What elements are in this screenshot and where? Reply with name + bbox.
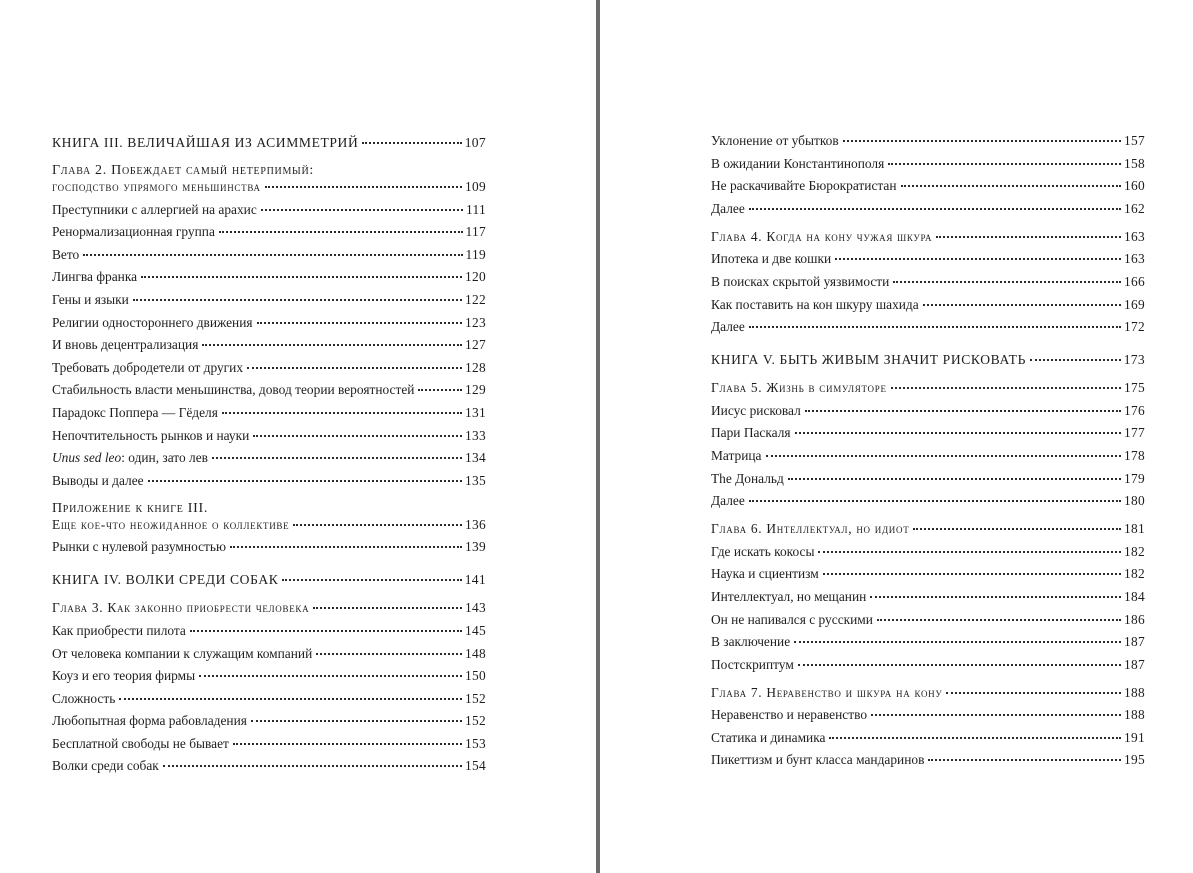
- toc-title: Рынки с нулевой разумностью: [52, 539, 226, 555]
- toc-title: Стабильность власти меньшинства, довод теории вероятностей: [52, 382, 415, 398]
- toc-page-number: 173: [1123, 352, 1145, 368]
- dot-leader: [923, 304, 1121, 306]
- dot-leader: [870, 596, 1121, 598]
- toc-page-number: 191: [1124, 729, 1145, 745]
- toc-page-number: 184: [1124, 588, 1145, 604]
- toc-title-rest: : один, зато лев: [121, 450, 208, 466]
- dot-leader: [749, 500, 1121, 502]
- toc-chapter-row: [52, 179, 486, 195]
- dot-leader: [313, 607, 462, 609]
- toc-page-number: 139: [465, 539, 486, 555]
- toc-title: КНИГА III. ВЕЛИЧАЙШАЯ ИЗ АСИММЕТРИЙ: [52, 135, 359, 150]
- toc-title: Наука и сциентизм: [711, 566, 819, 582]
- toc-entry-row: [52, 337, 486, 353]
- toc-entry-row: [52, 269, 486, 285]
- chapter-heading-line: Глава 2. Побеждает самый нетерпимый:: [52, 163, 314, 178]
- toc-title: Далее: [711, 200, 745, 216]
- toc-title: Глава 6. Интеллектуал, но идиот: [711, 521, 910, 537]
- dot-leader: [749, 208, 1121, 210]
- toc-page-number: 143: [465, 600, 486, 616]
- dot-leader: [257, 322, 462, 324]
- dot-leader: [253, 435, 462, 437]
- toc-book-row: [52, 572, 486, 588]
- dot-leader: [818, 551, 1121, 553]
- dot-leader: [148, 480, 462, 482]
- toc-title: Глава 4. Когда на кону чужая шкура: [711, 228, 933, 244]
- toc-page-number: 141: [464, 572, 486, 588]
- toc-entry-row: [52, 691, 486, 707]
- toc-entry-row: [711, 297, 1145, 313]
- toc-left: [52, 133, 486, 774]
- dot-leader: [202, 344, 462, 346]
- toc-page-number: 129: [465, 382, 486, 398]
- toc-title: Как приобрести пилота: [52, 622, 186, 638]
- toc-page-number: 182: [1124, 543, 1145, 559]
- toc-right: [711, 133, 1145, 768]
- toc-entry-row: [711, 156, 1145, 172]
- toc-page-number: 163: [1124, 251, 1145, 267]
- dot-leader: [247, 367, 462, 369]
- toc-title: КНИГА V. БЫТЬ ЖИВЫМ ЗНАЧИТ РИСКОВАТЬ: [711, 352, 1026, 368]
- toc-title: [52, 450, 208, 466]
- toc-page-number: 169: [1124, 296, 1145, 312]
- toc-title-italic: Unus sed leo: [52, 450, 122, 466]
- dot-leader: [212, 457, 462, 459]
- dot-leader: [362, 142, 461, 144]
- toc-page-number: 172: [1124, 319, 1145, 335]
- toc-page-number: 176: [1124, 402, 1145, 418]
- toc-page-number: 107: [464, 135, 486, 150]
- dot-leader: [835, 258, 1121, 260]
- toc-title: Преступники с аллергией на арахис: [52, 201, 257, 217]
- toc-page-number: 163: [1124, 228, 1145, 244]
- toc-entry-row: [52, 428, 486, 444]
- toc-title: Уклонение от убытков: [711, 133, 839, 148]
- toc-title: Религии одностороннего движения: [52, 314, 253, 330]
- toc-entry-row: [711, 493, 1145, 509]
- toc-title: Не раскачивайте Бюрократистан: [711, 178, 897, 194]
- dot-leader: [282, 579, 461, 581]
- toc-title: Иисус рисковал: [711, 402, 801, 418]
- dot-leader: [805, 410, 1121, 412]
- toc-title: Где искать кокосы: [711, 543, 815, 559]
- toc-title: Матрица: [711, 447, 762, 463]
- dot-leader: [133, 299, 462, 301]
- toc-page-number: 188: [1124, 684, 1145, 700]
- toc-title: От человека компании к служащим компаний: [52, 645, 313, 661]
- dot-leader: [141, 276, 462, 278]
- dot-leader: [788, 478, 1121, 480]
- toc-page-number: 119: [465, 246, 486, 262]
- toc-title: Сложность: [52, 690, 116, 706]
- toc-entry-row: [711, 319, 1145, 335]
- toc-title: Любопытная форма рабовладения: [52, 713, 247, 729]
- toc-page-number: 152: [465, 690, 486, 706]
- toc-page-number: 122: [465, 291, 486, 307]
- toc-title: Вето: [52, 246, 80, 262]
- toc-page-number: 158: [1124, 155, 1145, 171]
- dot-leader: [316, 653, 462, 655]
- toc-entry-row: [711, 471, 1145, 487]
- toc-entry-row: [711, 544, 1145, 560]
- toc-title: Глава 7. Неравенство и шкура на кону: [711, 684, 943, 700]
- toc-page-number: 152: [465, 713, 486, 729]
- toc-title: В ожидании Константинополя: [711, 155, 885, 171]
- dot-leader: [843, 140, 1121, 142]
- toc-entry-row: [711, 752, 1145, 768]
- toc-page-number: 178: [1124, 447, 1145, 463]
- toc-title: Неравенство и неравенство: [711, 707, 868, 723]
- toc-entry-row: [52, 539, 486, 555]
- dot-leader: [794, 641, 1121, 643]
- toc-page-number: 186: [1124, 611, 1145, 627]
- toc-page-number: 120: [465, 269, 486, 285]
- dot-leader: [230, 546, 462, 548]
- toc-page-number: 181: [1124, 521, 1145, 537]
- dot-leader: [1030, 359, 1121, 361]
- toc-title: Далее: [711, 493, 745, 509]
- dot-leader: [766, 455, 1122, 457]
- toc-page-number: 145: [465, 622, 486, 638]
- toc-page-number: 195: [1124, 752, 1145, 768]
- toc-title: Статика и динамика: [711, 729, 826, 745]
- chapter-heading-line: Приложение к книге III.: [52, 500, 209, 516]
- chapter-heading: [52, 163, 486, 195]
- toc-entry-row: [711, 730, 1145, 746]
- toc-title: Постскриптум: [711, 656, 794, 672]
- toc-title: Гены и языки: [52, 291, 129, 307]
- dot-leader: [913, 528, 1121, 530]
- toc-entry-row: [52, 473, 486, 489]
- toc-entry-row: [52, 668, 486, 684]
- toc-page-number: 109: [465, 179, 486, 194]
- toc-entry-row: [52, 202, 486, 218]
- toc-entry-row: [52, 247, 486, 263]
- toc-entry-row: [711, 707, 1145, 723]
- toc-page-number: 131: [465, 404, 486, 420]
- toc-title: Пари Паскаля: [711, 425, 791, 441]
- toc-title: Глава 5. Жизнь в симуляторе: [711, 380, 887, 396]
- toc-chapter-row: [711, 229, 1145, 245]
- dot-leader: [222, 412, 462, 414]
- toc-entry-row: [52, 360, 486, 376]
- dot-leader: [199, 675, 462, 677]
- toc-entry-row: [52, 315, 486, 331]
- toc-entry-row: [52, 736, 486, 752]
- toc-page-number: 188: [1124, 707, 1145, 723]
- dot-leader: [83, 254, 462, 256]
- toc-page-number: 160: [1124, 178, 1145, 194]
- toc-title: Интеллектуал, но мещанин: [711, 588, 867, 604]
- toc-entry-row: [711, 133, 1145, 149]
- right-page: [600, 0, 1193, 873]
- toc-page-number: 175: [1124, 380, 1145, 396]
- toc-title: Бесплатной свободы не бывает: [52, 735, 229, 751]
- toc-title: Выводы и далее: [52, 472, 144, 488]
- toc-title: Коуз и его теория фирмы: [52, 668, 196, 684]
- toc-title: Волки среди собак: [52, 758, 159, 774]
- toc-page-number: 133: [465, 427, 486, 443]
- toc-title: Еще кое-что неожиданное о коллективе: [52, 516, 290, 532]
- toc-entry-row: [52, 758, 486, 774]
- toc-page-number: 153: [465, 735, 486, 751]
- toc-page-number: 180: [1124, 493, 1145, 509]
- toc-book-row: [52, 135, 486, 151]
- chapter-heading: [52, 501, 486, 533]
- toc-entry-row: [711, 274, 1145, 290]
- toc-page-number: 117: [465, 224, 486, 240]
- toc-chapter-row: [52, 517, 486, 533]
- toc-title: Непочтительность рынков и науки: [52, 427, 250, 443]
- toc-chapter-row: [711, 521, 1145, 537]
- dot-leader: [261, 209, 463, 211]
- toc-book-row: [711, 352, 1145, 368]
- toc-title: Далее: [711, 319, 745, 335]
- toc-page-number: 128: [465, 359, 486, 375]
- dot-leader: [936, 236, 1121, 238]
- toc-entry-row: [711, 425, 1145, 441]
- toc-entry-row: [711, 403, 1145, 419]
- dot-leader: [795, 432, 1121, 434]
- dot-leader: [823, 573, 1121, 575]
- toc-entry-row: [52, 405, 486, 421]
- toc-entry-row: [711, 201, 1145, 217]
- toc-chapter-row: [52, 600, 486, 616]
- dot-leader: [749, 326, 1121, 328]
- toc-title: The Дональд: [711, 470, 784, 486]
- dot-leader: [418, 389, 462, 391]
- toc-title: КНИГА IV. ВОЛКИ СРЕДИ СОБАК: [52, 572, 279, 588]
- toc-entry-row: [711, 448, 1145, 464]
- toc-entry-row: [711, 566, 1145, 582]
- dot-leader: [119, 698, 462, 700]
- toc-page-number: 187: [1124, 656, 1145, 672]
- dot-leader: [893, 281, 1121, 283]
- toc-entry-row: [52, 224, 486, 240]
- toc-page-number: 179: [1124, 470, 1145, 486]
- toc-entry-row: [711, 612, 1145, 628]
- dot-leader: [901, 185, 1121, 187]
- toc-entry-row: [52, 292, 486, 308]
- toc-title: Парадокс Поппера — Гёделя: [52, 404, 218, 420]
- toc-entry-row: [52, 623, 486, 639]
- toc-page-number: 127: [465, 337, 486, 353]
- toc-entry-row: [711, 178, 1145, 194]
- toc-chapter-row: [711, 380, 1145, 396]
- toc-title: Глава 3. Как законно приобрести человека: [52, 600, 310, 616]
- toc-page-number: 166: [1124, 273, 1145, 289]
- toc-page-number: 148: [465, 645, 486, 661]
- toc-entry-row: [711, 589, 1145, 605]
- dot-leader: [163, 765, 462, 767]
- toc-page-number: 177: [1124, 425, 1145, 441]
- toc-entry-row: [52, 450, 486, 466]
- toc-title: Он не напивался с русскими: [711, 611, 873, 627]
- dot-leader: [928, 759, 1121, 761]
- toc-entry-row: [52, 382, 486, 398]
- toc-entry-row: [52, 713, 486, 729]
- dot-leader: [265, 186, 462, 188]
- toc-title: Как поставить на кон шкуру шахида: [711, 296, 919, 312]
- toc-page-number: 123: [465, 314, 486, 330]
- toc-page-number: 182: [1124, 566, 1145, 582]
- toc-page-number: 136: [465, 516, 486, 532]
- toc-title: Лингва франка: [52, 269, 138, 285]
- toc-page-number: 157: [1124, 133, 1145, 148]
- dot-leader: [251, 720, 462, 722]
- dot-leader: [293, 524, 462, 526]
- toc-title: В заключение: [711, 634, 791, 650]
- dot-leader: [877, 619, 1121, 621]
- toc-chapter-row: [711, 685, 1145, 701]
- dot-leader: [871, 714, 1121, 716]
- dot-leader: [946, 692, 1121, 694]
- toc-title: Ипотека и две кошки: [711, 251, 832, 267]
- toc-entry-row: [52, 646, 486, 662]
- toc-page-number: 187: [1124, 634, 1145, 650]
- toc-title: В поисках скрытой уязвимости: [711, 273, 890, 289]
- toc-page-number: 135: [465, 472, 486, 488]
- dot-leader: [190, 630, 462, 632]
- toc-page-number: 162: [1124, 200, 1145, 216]
- toc-title: господство упрямого меньшинства: [52, 179, 261, 194]
- dot-leader: [891, 387, 1121, 389]
- dot-leader: [219, 231, 463, 233]
- toc-entry-row: [711, 657, 1145, 673]
- dot-leader: [829, 737, 1121, 739]
- toc-entry-row: [711, 251, 1145, 267]
- dot-leader: [798, 664, 1121, 666]
- toc-title: Требовать добродетели от других: [52, 359, 244, 375]
- toc-title: И вновь децентрализация: [52, 337, 199, 353]
- toc-entry-row: [711, 634, 1145, 650]
- toc-title: Пикеттизм и бунт класса мандаринов: [711, 752, 925, 768]
- toc-page-number: 154: [465, 758, 486, 774]
- toc-title: Ренормализационная группа: [52, 224, 215, 240]
- toc-page-number: 134: [465, 450, 486, 466]
- dot-leader: [233, 743, 462, 745]
- dot-leader: [888, 163, 1121, 165]
- toc-page-number: 111: [466, 201, 486, 217]
- toc-page-number: 150: [465, 668, 486, 684]
